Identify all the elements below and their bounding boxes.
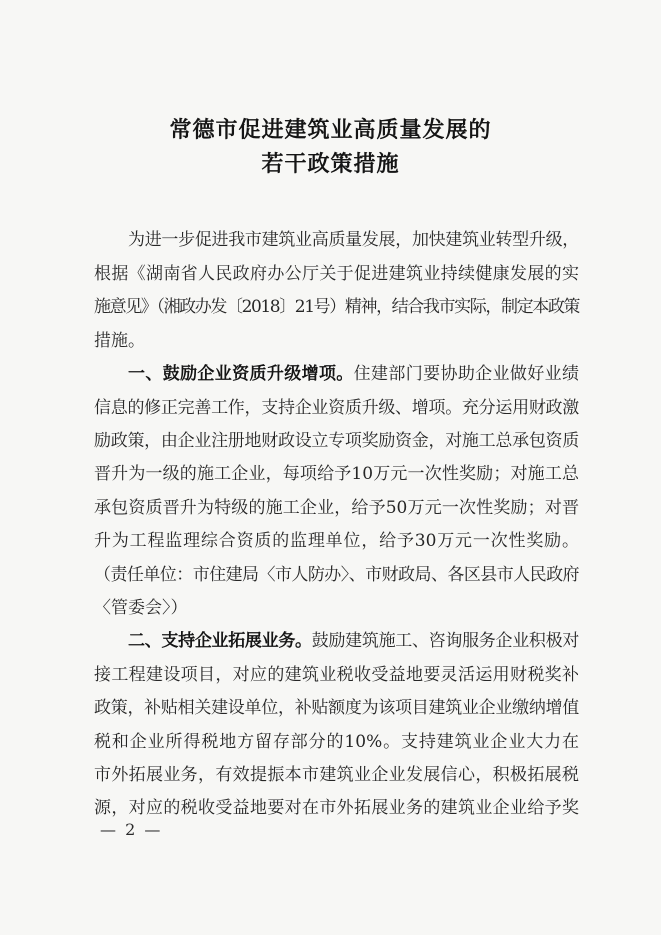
document-title-line-1: 常德市促进建筑业高质量发展的 <box>169 117 492 143</box>
section2-line: 政策，补贴相关建设单位，补贴额度为该项目建筑业企业缴纳增值 <box>94 698 579 718</box>
section1-line: （责任单位：市住建局〈市人防办〉、市财政局、各区县市人民政府 <box>94 565 579 585</box>
section1-line: 承包资质晋升为特级的施工企业，给予50万元一次性奖励；对晋 <box>94 498 579 518</box>
section1-line: 晋升为一级的施工企业，每项给予10万元一次性奖励；对施工总 <box>94 464 579 484</box>
section1-heading: 一、鼓励企业资质升级增项。 <box>128 364 354 384</box>
section2-line: 接工程建设项目，对应的建筑业税收受益地要灵活运用财税奖补 <box>94 665 579 685</box>
section2-heading: 二、支持企业拓展业务。 <box>128 631 312 651</box>
section1-first-line-text: 住建部门要协助企业做好业绩 <box>353 364 579 384</box>
section1-line: 信息的修正完善工作，支持企业资质升级、增项。充分运用财政激 <box>94 398 579 418</box>
section2-line: 税和企业所得税地方留存部分的10%。支持建筑业企业大力在 <box>94 732 579 752</box>
intro-line: 施意见》（湘政办发〔2018〕21号）精神，结合我市实际，制定本政策 <box>94 297 579 317</box>
section1-first-line <box>128 361 579 387</box>
intro-line: 为进一步促进我市建筑业高质量发展，加快建筑业转型升级， <box>128 230 579 250</box>
page-number: — 2 — <box>100 820 163 839</box>
section1-line: 励政策，由企业注册地财政设立专项奖励资金，对施工总承包资质 <box>94 431 579 451</box>
section2-first-line <box>128 628 579 654</box>
section1-line: 升为工程监理综合资质的监理单位，给予30万元一次性奖励。 <box>94 531 579 551</box>
document-title-line-2: 若干政策措施 <box>261 151 400 177</box>
intro-line: 措施。 <box>94 331 145 351</box>
intro-line: 根据《湖南省人民政府办公厅关于促进建筑业持续健康发展的实 <box>94 264 579 284</box>
section2-line: 市外拓展业务，有效提振本市建筑业企业发展信心，积极拓展税 <box>94 765 579 785</box>
section2-first-line-text: 鼓励建筑施工、咨询服务企业积极对 <box>311 631 579 651</box>
section2-line: 源，对应的税收受益地要对在市外拓展业务的建筑业企业给予奖 <box>94 798 579 818</box>
section1-line: 〈管委会〉） <box>94 598 188 618</box>
